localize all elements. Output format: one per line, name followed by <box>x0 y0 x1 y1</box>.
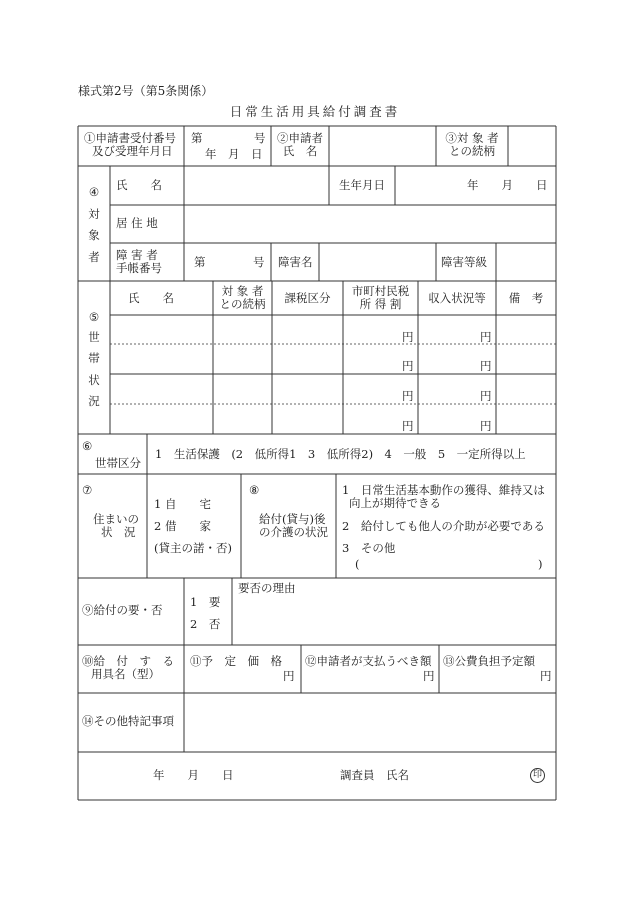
investigator-name-label: 調査員 氏名 <box>340 768 409 782</box>
income-unit-row-1: 円 <box>480 330 492 344</box>
receipt-label: ①申請書受付番号 及び受理年月日 <box>84 131 176 159</box>
housing-label: 住まいの 状 況 <box>93 512 139 540</box>
sec4-label: 対 象 者 <box>88 207 100 264</box>
housing-option-landlord: (貸主の諾・否) <box>154 541 232 555</box>
birthdate-label: 生年月日 <box>339 178 385 192</box>
col-income: 収入状況等 <box>428 291 486 305</box>
applicant-label: ②申請者 氏 名 <box>277 131 323 159</box>
seal-mark: 印 <box>530 768 545 783</box>
col-remarks: 備 考 <box>508 291 544 305</box>
benefit-need-label: ⑨給付の要・否 <box>82 603 163 617</box>
public-burden-label: ⑬公費負担予定額 <box>443 654 535 668</box>
receipt-no-suffix: 号 <box>254 131 266 145</box>
need-reason-label: 要否の理由 <box>238 581 296 595</box>
sec5-number: ⑤ <box>88 310 100 324</box>
tax-unit-row-3: 円 <box>402 389 414 403</box>
care-other-open-paren: ( <box>355 557 360 571</box>
household-class-options: 1 生活保護 (2 低所得1 3 低所得2) 4 一般 5 一定所得以上 <box>155 447 526 461</box>
care-option-2: 2 給付しても他人の介助が必要である <box>342 519 545 533</box>
col-relation: 対 象 者 との続柄 <box>219 284 266 312</box>
handbook-prefix: 第 <box>194 255 206 269</box>
name-label: 氏 名 <box>116 178 162 192</box>
special-notes-label: ⑭その他特記事項 <box>82 714 174 728</box>
care-option-1: 1 日常生活基本動作の獲得、維持又は 向上が期待できる <box>342 483 545 511</box>
address-label: 居 住 地 <box>116 216 158 230</box>
relation-label: ③対 象 者 との続柄 <box>445 131 499 159</box>
income-unit-row-4: 円 <box>480 419 492 433</box>
sec8-number: ⑧ <box>249 483 260 497</box>
applicant-payment-yen: 円 <box>423 669 435 683</box>
applicant-payment-label: ⑫申請者が支払うべき額 <box>305 654 432 668</box>
receipt-no-prefix: 第 <box>191 131 203 145</box>
item-name-label: ⑩給 付 す る 用具名（型） <box>82 654 174 682</box>
col-tax-class: 課税区分 <box>284 291 331 305</box>
handbook-label: 障 害 者 手帳番号 <box>116 248 162 276</box>
tax-unit-row-1: 円 <box>402 330 414 344</box>
birthdate-value: 年 月 日 <box>467 178 548 192</box>
benefit-need-no: 2 否 <box>190 617 221 631</box>
col-name: 氏 名 <box>128 291 174 305</box>
receipt-date-field: 年 月 日 <box>205 147 263 161</box>
household-class-label: 世帯区分 <box>95 456 141 470</box>
housing-option-own: 1 自 宅 <box>154 497 211 511</box>
income-unit-row-2: 円 <box>480 359 492 373</box>
document-title: 日常生活用具給付調査書 <box>229 104 401 119</box>
benefit-need-yes: 1 要 <box>190 595 221 609</box>
sec7-number: ⑦ <box>82 483 93 497</box>
care-status-label: 給付(貸与)後 の介護の状況 <box>259 512 328 540</box>
investigation-date: 年 月 日 <box>153 768 234 782</box>
form-id: 様式第2号（第5条関係） <box>78 84 214 98</box>
tax-unit-row-4: 円 <box>402 419 414 433</box>
sec4-number: ④ <box>88 185 100 199</box>
planned-price-label: ⑪予 定 価 格 <box>190 654 282 668</box>
housing-option-rent: 2 借 家 <box>154 519 211 533</box>
care-other-close-paren: ) <box>538 557 543 571</box>
income-unit-row-3: 円 <box>480 389 492 403</box>
sec6-number: ⑥ <box>82 439 93 453</box>
public-burden-yen: 円 <box>540 669 552 683</box>
handbook-suffix: 号 <box>253 255 265 269</box>
care-option-3: 3 その他 <box>342 541 396 555</box>
disability-grade-label: 障害等級 <box>441 255 487 269</box>
col-tax: 市町村民税 所 得 割 <box>351 284 410 312</box>
sec5-label: 世 帯 状 況 <box>88 330 100 408</box>
planned-price-yen: 円 <box>283 669 295 683</box>
disability-name-label: 障害名 <box>278 255 313 269</box>
tax-unit-row-2: 円 <box>402 359 414 373</box>
